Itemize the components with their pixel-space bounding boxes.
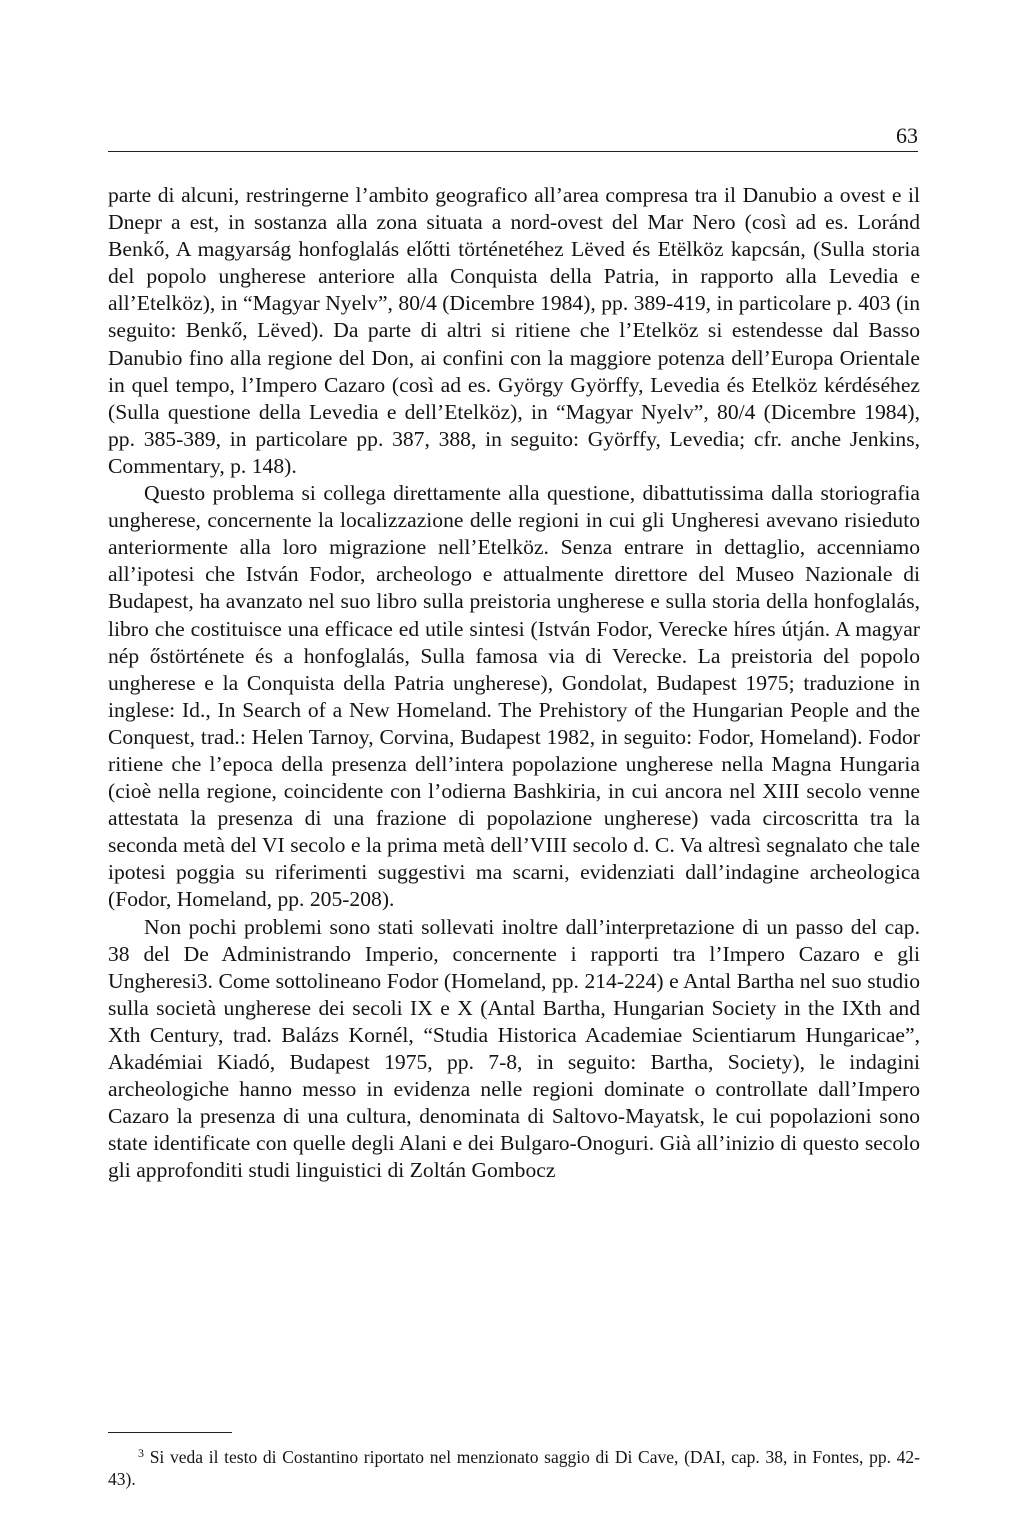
header-rule <box>108 151 918 152</box>
footnote-rule <box>108 1432 232 1433</box>
paragraph-2: Questo problema si collega direttamente alla questione, dibattutissima dalla storiografia ungherese, concernente la localizzazione delle regioni in cui gli Ungheresi avevano risieduto anteriormente alla loro migrazione nell’Etelköz. Senza entrare in dettaglio, accenniamo all’ipotesi che István Fodor, archeologo e attualmente direttore del Museo Nazionale di Budapest, ha avanzato nel suo libro sulla preistoria ungherese e sulla storia della honfoglalás, libro che costituisce una efficace ed utile sintesi (István Fodor, Verecke híres útján. A magyar nép őstörténete és a honfoglalás, Sulla famosa via di Verecke. La preistoria del popolo ungherese e la Conquista della Patria ungherese), Gondolat, Budapest 1975; traduzione in inglese: Id., In Search of a New Homeland. The Prehistory of the Hungarian People and the Conquest, trad.: Helen Tarnoy, Corvina, Budapest 1982, in seguito: Fodor, Homeland). Fodor ritiene che l’epoca della presenza dell’intera popolazione ungherese nella Magna Hungaria (cioè nella regione, coincidente con l’odierna Bashkiria, in cui ancora nel XIII secolo venne attestata la presenza di una frazione di popolazione ungherese) vada circoscritta tra la seconda metà del VI secolo e la prima metà dell’VIII secolo d. C. Va altresì segnalato che tale ipotesi poggia su riferimenti suggestivi ma scarni, evidenziati dall’indagine archeologica (Fodor, Homeland, pp. 205-208). <box>108 481 920 912</box>
body-text <box>108 182 920 1184</box>
page-number: 63 <box>896 123 918 148</box>
footnote-mark: 3 <box>138 1446 144 1460</box>
footnote-text: Si veda il testo di Costantino riportato nel menzionato saggio di Di Cave, (DAI, cap. 38, in Fontes, pp. 42-43). <box>108 1447 920 1489</box>
footnote <box>108 1446 920 1490</box>
paragraph-3: Non pochi problemi sono stati sollevati inoltre dall’interpretazione di un passo del cap. 38 del De Administrando Imperio, concernente i rapporti tra l’Impero Cazaro e gli Ungheresi3. Come sottolineano Fodor (Homeland, pp. 214-224) e Antal Bartha nel suo studio sulla società ungherese dei secoli IX e X (Antal Bartha, Hungarian Society in the IXth and Xth Century, trad. Balázs Kornél, “Studia Historica Academiae Scientiarum Hungaricae”, Akadémiai Kiadó, Budapest 1975, pp. 7-8, in seguito: Bartha, Society), le indagini archeologiche hanno messo in evidenza nelle regioni dominate o controllate dall’Impero Cazaro la presenza di una cultura, denominata di Saltovo-Mayatsk, le cui popolazioni sono state identificate con quelle degli Alani e dei Bulgaro-Onoguri. Già all’inizio di questo secolo gli approfonditi studi linguistici di Zoltán Gombocz <box>108 914 920 1183</box>
paragraph-1: parte di alcuni, restringerne l’ambito geografico all’area compresa tra il Danubio a ovest e il Dnepr a est, in sostanza alla zona situata a nord-ovest del Mar Nero (così ad es. Loránd Benkő, A magyarság honfoglalás előtti történetéhez Lëved és Etëlköz kapcsán, (Sulla storia del popolo ungherese anteriore alla Conquista della Patria, in rapporto alla Levedia e all’Etelköz), in “Magyar Nyelv”, 80/4 (Dicembre 1984), pp. 389-419, in particolare p. 403 (in seguito: Benkő, Lëved). Da parte di altri si ritiene che l’Etelköz si estendesse dal Basso Danubio fino alla regione del Don, ai confini con la maggiore potenza dell’Europa Orientale in quel tempo, l’Impero Cazaro (così ad es. György Györffy, Levedia és Etelköz kérdéséhez (Sulla questione della Levedia e dell’Etelköz), in “Magyar Nyelv”, 80/4 (Dicembre 1984), pp. 385-389, in particolare pp. 387, 388, in seguito: Györffy, Levedia; cfr. anche Jenkins, Commentary, p. 148). <box>108 183 920 478</box>
